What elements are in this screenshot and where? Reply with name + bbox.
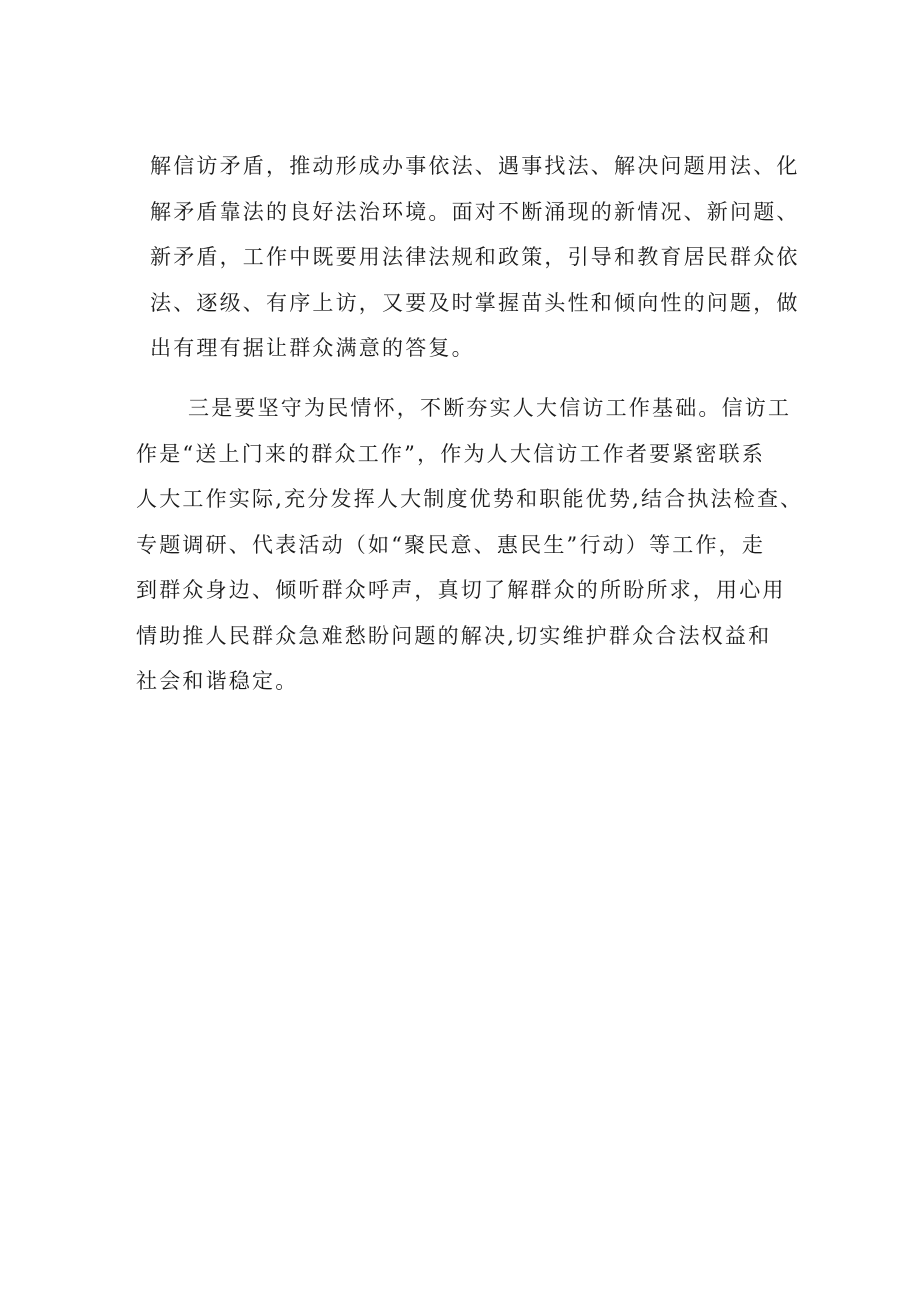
text-line: 社会和谐稳定。 [136,669,299,693]
text-line: 作是“送上门来的群众工作”，作为人大信访工作者要紧密联系 [136,441,766,466]
text-line: 三是要坚守为民情怀，不断夯实人大信访工作基础。信访工 [188,396,792,420]
text-line: 法、逐级、有序上访，又要及时掌握苗头性和倾向性的问题，做 [150,290,800,315]
text-line: 解矛盾靠法的良好法治环境。面对不断涌现的新情况、新问题、 [150,199,800,224]
text-line: 情助推人民群众急难愁盼问题的解决,切实维护群众合法权益和 [136,623,772,648]
text-line: 到群众身边、倾听群众呼声，真切了解群众的所盼所求，用心用 [136,578,786,602]
paragraph-1 [136,144,800,372]
text-line: 专题调研、代表活动（如“聚民意、惠民生”行动）等工作，走 [136,532,766,557]
text-line: 人大工作实际,充分发挥人大制度优势和职能优势,结合执法检查、 [136,487,804,511]
paragraph-2 [136,386,804,705]
text-line: 解信访矛盾，推动形成办事依法、遇事找法、解决问题用法、化 [150,154,800,178]
text-line: 出有理有据让群众满意的答复。 [150,336,475,360]
text-line: 新矛盾，工作中既要用法律法规和政策，引导和教育居民群众依 [150,245,800,269]
